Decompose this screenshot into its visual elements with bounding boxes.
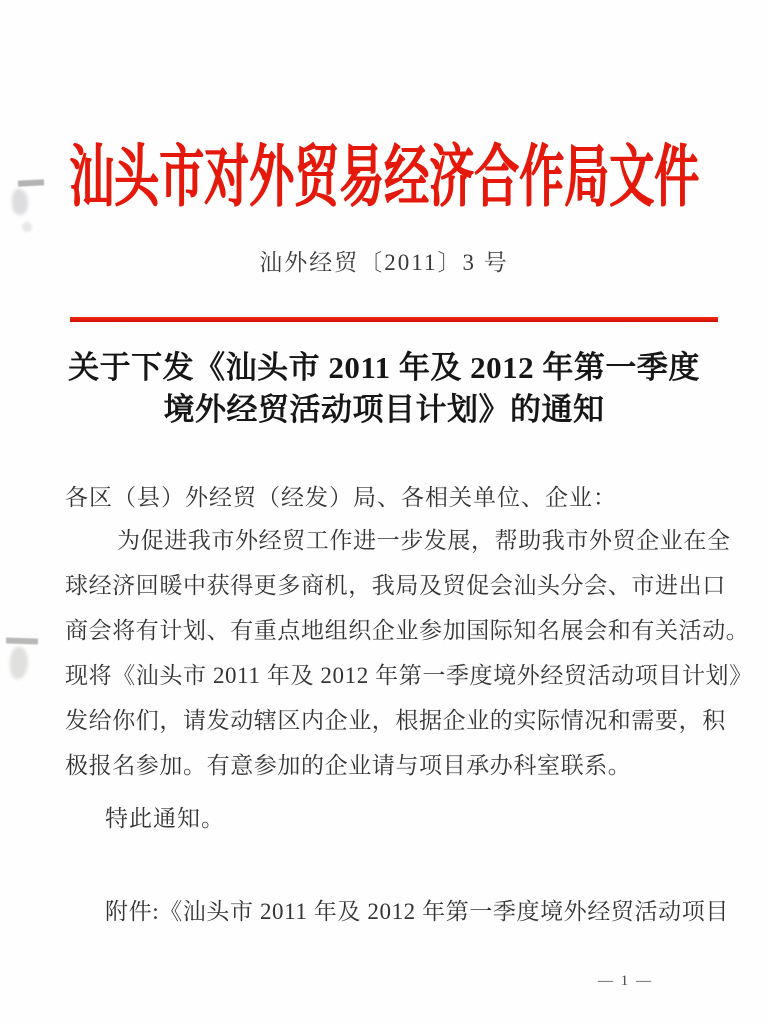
scan-artifact (6, 637, 38, 644)
scan-artifact (10, 647, 28, 679)
paragraph-line: 发给你们，请发动辖区内企业，根据企业的实际情况和需要，积 (65, 708, 726, 733)
doc-reference-number: 汕外经贸〔2011〕3 号 (259, 250, 509, 275)
masthead-divider-line (70, 317, 718, 322)
document-title (0, 347, 768, 431)
body-paragraph (65, 518, 753, 788)
paragraph-line: 现将《汕头市 2011 年及 2012 年第一季度境外经贸活动项目计划》 (65, 663, 753, 688)
scan-artifact (22, 222, 32, 232)
document-masthead (0, 138, 768, 215)
paragraph-line: 为促进我市外经贸工作进一步发展，帮助我市外贸企业在全 (117, 528, 731, 553)
attachment-line: 附件:《汕头市 2011 年及 2012 年第一季度境外经贸活动项目 (105, 899, 729, 924)
page-number: — 1 — (598, 973, 653, 989)
salutation-line: 各区（县）外经贸（经发）局、各相关单位、企业： (65, 485, 617, 510)
paragraph-line: 球经济回暖中获得更多商机，我局及贸促会汕头分会、市进出口 (65, 573, 726, 598)
paragraph-line: 商会将有计划、有重点地组织企业参加国际知名展会和有关活动。 (65, 618, 750, 643)
document-title-line2: 境外经贸活动项目计划》的通知 (163, 392, 605, 427)
paragraph-line: 极报名参加。有意参加的企业请与项目承办科室联系。 (65, 753, 632, 778)
document-title-line1: 关于下发《汕头市 2011 年及 2012 年第一季度 (68, 350, 700, 385)
org-title: 汕头市对外贸易经济合作局文件 (68, 139, 699, 215)
closing-line: 特此通知。 (105, 806, 225, 831)
